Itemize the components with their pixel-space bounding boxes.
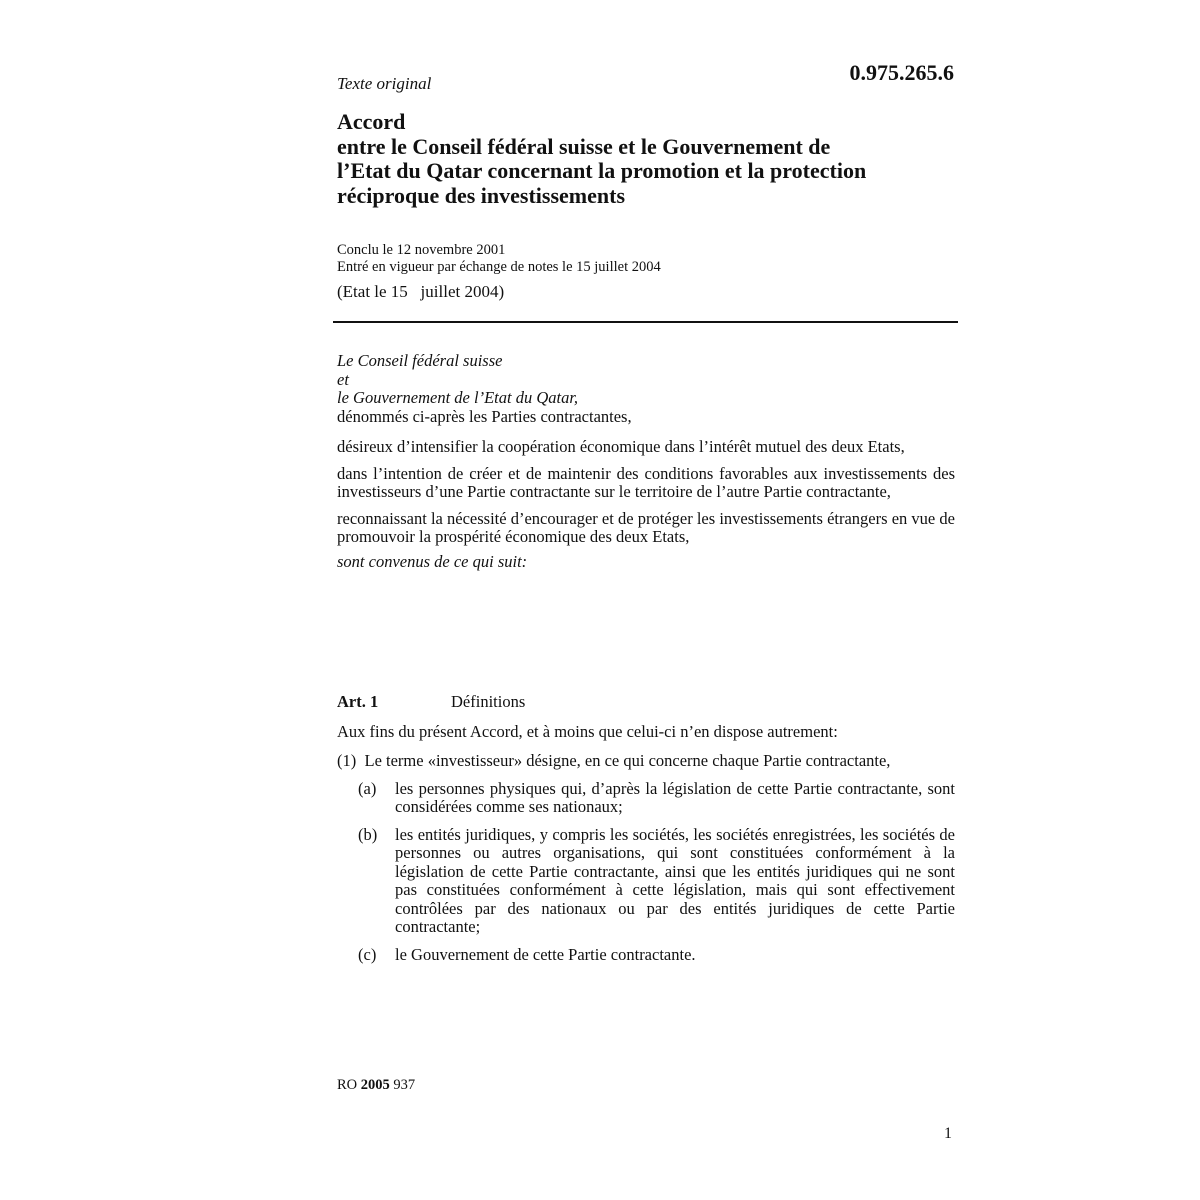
sub-item bbox=[337, 826, 955, 937]
preamble-party2: le Gouvernement de l’Etat du Qatar, bbox=[337, 388, 579, 407]
title-line: l’Etat du Qatar concernant la promotion et la protection bbox=[337, 158, 867, 183]
sub-item-label: (b) bbox=[358, 824, 378, 844]
preamble-paragraph: reconnaissant la nécessité d’encourager et de protéger les investissements étrangers en vue de promouvoir la prospérité économique des deux Etats, bbox=[337, 508, 955, 546]
page-number: 1 bbox=[944, 1125, 952, 1142]
conclusion-info bbox=[337, 242, 661, 276]
sub-item-text: le Gouvernement de cette Partie contractante. bbox=[395, 944, 696, 964]
preamble-designated: dénommés ci-après les Parties contractantes, bbox=[337, 406, 632, 426]
entry-into-force: Entré en vigueur par échange de notes le 15 juillet 2004 bbox=[337, 259, 661, 275]
document-title bbox=[337, 110, 866, 208]
status-date: (Etat le 15 juillet 2004) bbox=[337, 282, 505, 301]
article-number: Art. 1 bbox=[337, 692, 379, 711]
sub-item bbox=[337, 946, 955, 965]
article-item-1: (1) Le terme «investisseur» désigne, en ce qui concerne chaque Partie contractante, bbox=[337, 751, 891, 770]
ro-year: 2005 bbox=[360, 1077, 390, 1093]
title-line: entre le Conseil fédéral suisse et le Gouvernement de bbox=[337, 133, 831, 159]
sub-item bbox=[337, 780, 955, 817]
article-intro: Aux fins du présent Accord, et à moins que celui-ci n’en dispose autrement: bbox=[337, 721, 838, 741]
preamble-paragraph: dans l’intention de créer et de maintenir des conditions favorables aux investissements des investisseurs d’une Partie contractante sur le territoire de l’autre Partie contractante, bbox=[337, 463, 955, 501]
original-text-label: Texte original bbox=[337, 74, 432, 93]
preamble-paragraph: désireux d’intensifier la coopération économique dans l’intérêt mutuel des deux Etats, bbox=[337, 437, 905, 456]
article-heading bbox=[337, 693, 955, 712]
preamble-agreed: sont convenus de ce qui suit: bbox=[337, 551, 528, 571]
title-line: réciproque des investissements bbox=[337, 182, 626, 208]
ro-page: 937 bbox=[393, 1077, 416, 1093]
sub-item-text: les personnes physiques qui, d’après la législation de cette Partie contractante, sont considérées comme ses nationaux; bbox=[395, 778, 955, 816]
sub-item-label: (c) bbox=[358, 944, 377, 964]
official-compilation-reference bbox=[337, 1077, 415, 1094]
preamble-and: et bbox=[337, 369, 349, 389]
ro-prefix: RO bbox=[337, 1077, 358, 1093]
sub-item-label: (a) bbox=[358, 778, 377, 798]
concluded-date: Conclu le 12 novembre 2001 bbox=[337, 242, 506, 258]
title-line: Accord bbox=[337, 109, 406, 134]
separator-rule bbox=[333, 321, 958, 323]
article-1 bbox=[337, 693, 955, 964]
sub-item-text: les entités juridiques, y compris les sociétés, les sociétés enregistrées, les sociétés de personnes ou autres organisations, qui sont constituées conformément à la législation de cette Partie contractante, ainsi que les entités juridiques qui ne sont pas constituées conformément à cette législation, mais qui sont effectivement contrôlées par des nationaux ou par des entités juridiques de cette Partie contractante; bbox=[395, 824, 955, 936]
preamble-party1: Le Conseil fédéral suisse bbox=[337, 351, 503, 370]
preamble bbox=[337, 352, 955, 571]
article-title: Définitions bbox=[451, 692, 526, 711]
sr-number: 0.975.265.6 bbox=[849, 60, 954, 85]
